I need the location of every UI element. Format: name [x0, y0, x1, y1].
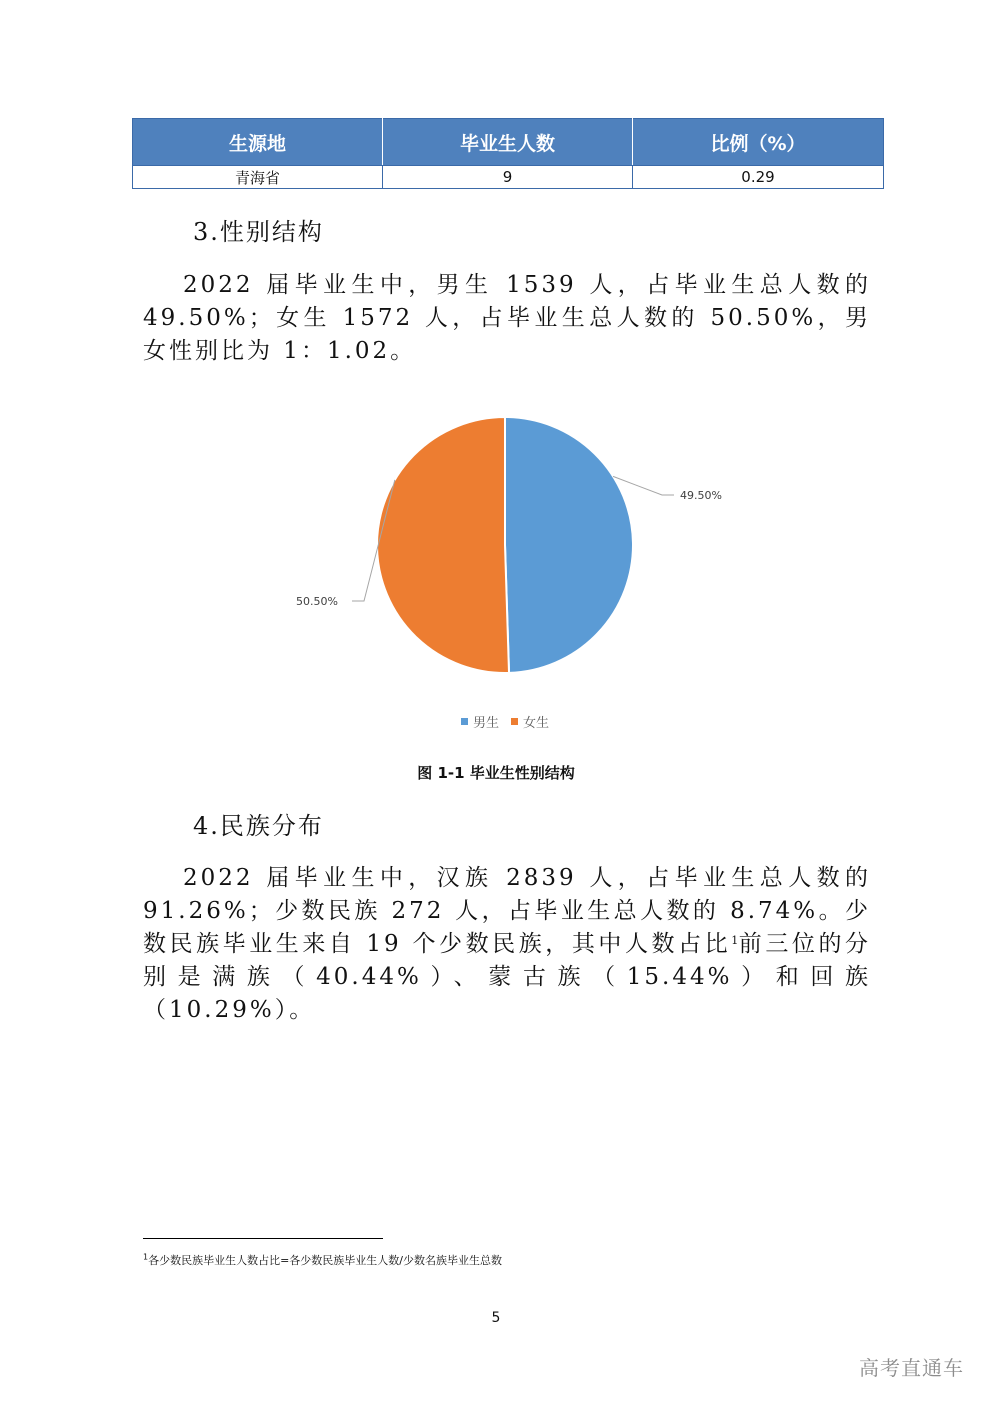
chart-legend	[461, 715, 549, 731]
table-cell-ratio: 0.29	[633, 166, 884, 189]
footnote-mark: 1	[143, 1252, 149, 1262]
origin-table	[132, 118, 884, 189]
legend-swatch-female	[511, 718, 518, 725]
gender-pie-chart	[0, 395, 992, 745]
legend-label-male: 男生	[473, 716, 500, 731]
pie-slice-female	[377, 417, 509, 673]
pie-label-female: 50.50%	[296, 595, 338, 608]
pie-slice-male	[505, 417, 633, 673]
paragraph-gender: 2022 届毕业生中，男生 1539 人，占毕业生总人数的 49.50%；女生 1572 人，占毕业生总人数的 50.50%，男女性别比为 1：1.02。	[143, 272, 871, 364]
table-row	[133, 166, 884, 189]
watermark: 高考直通车	[859, 1356, 964, 1380]
pie-slices	[377, 417, 633, 673]
table-header-origin: 生源地	[133, 119, 383, 166]
table-header-count: 毕业生人数	[383, 119, 633, 166]
pie-label-male: 49.50%	[680, 489, 722, 502]
table-header-ratio: 比例（%）	[633, 119, 884, 166]
table-cell-origin: 青海省	[133, 166, 383, 189]
page-number: 5	[491, 1310, 501, 1326]
paragraph-ethnicity-part2: 前三位的分别是满族（40.44%）、蒙古族（15.44%）和回族（10.29%）。	[143, 931, 872, 1023]
footnote-text: 各少数民族毕业生人数占比=各少数民族毕业生人数/少数名族毕业生总数	[148, 1254, 503, 1267]
footnote	[143, 1252, 502, 1268]
table-cell-count: 9	[383, 166, 633, 189]
paragraph-ethnicity-part1: 2022 届毕业生中，汉族 2839 人，占毕业生总人数的 91.26%；少数民族 272 人，占毕业生总人数的 8.74%。少数民族毕业生来自 19 个少数民族，其中人数占比	[143, 865, 871, 957]
footnote-reference: 1	[731, 934, 739, 947]
paragraph-ethnicity	[143, 862, 871, 1027]
table-header-row	[133, 119, 884, 166]
section-heading-ethnicity: 4.民族分布	[193, 812, 324, 840]
figure-caption: 图 1-1 毕业生性别结构	[417, 764, 575, 782]
footnote-divider	[143, 1238, 383, 1239]
legend-swatch-male	[461, 718, 468, 725]
section-heading-gender: 3.性别结构	[193, 218, 324, 246]
legend-label-female: 女生	[523, 716, 550, 731]
